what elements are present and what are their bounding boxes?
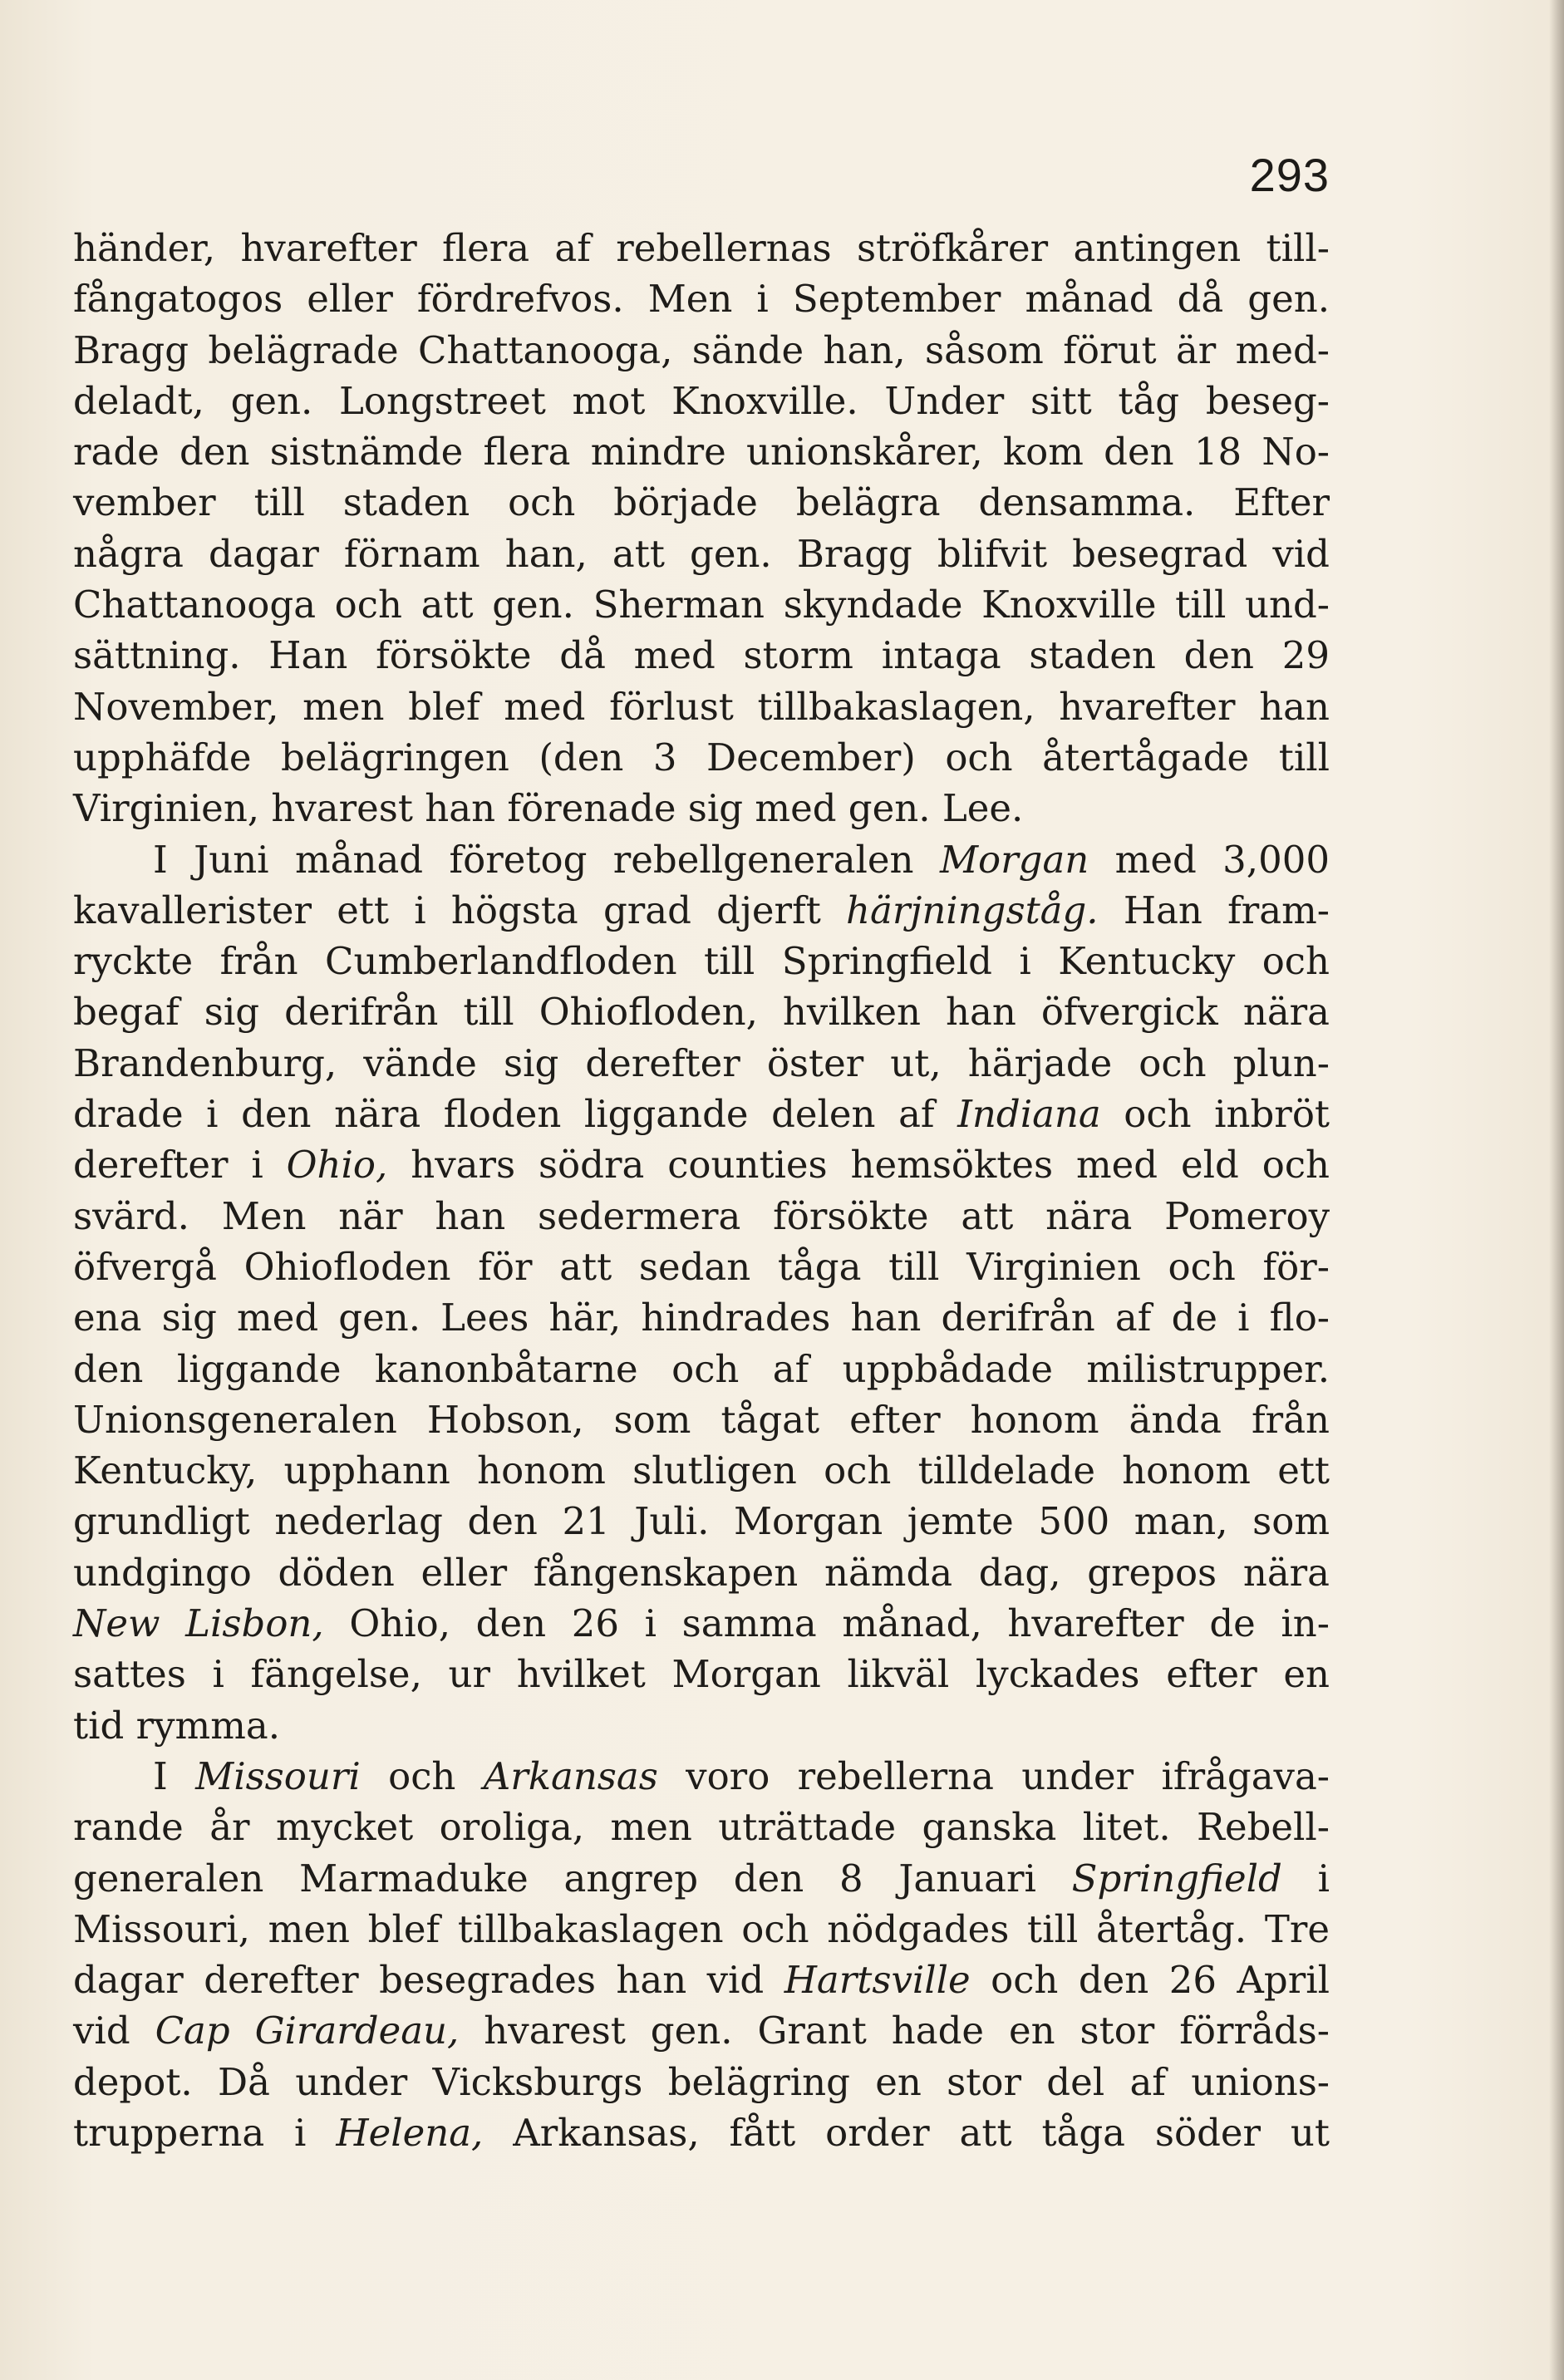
text-segment: undgingo döden eller fångenskapen nämda dag, grepos nära — [73, 1550, 1330, 1595]
text-segment: sättning. Han försökte då med storm intaga staden den 29 — [73, 633, 1330, 678]
text-segment: i — [1281, 1856, 1330, 1901]
text-segment: svärd. Men när han sedermera försökte att nära Pomeroy — [73, 1193, 1330, 1238]
italic-text: New Lisbon, — [73, 1601, 324, 1646]
text-line — [73, 1904, 1330, 1955]
text-line — [73, 681, 1330, 732]
text-segment: drade i den nära floden liggande delen af — [73, 1092, 958, 1137]
text-line — [73, 2107, 1330, 2158]
paragraph — [73, 1751, 1330, 2158]
text-segment: Unionsgeneralen Hobson, som tågat efter honom ända från — [73, 1397, 1330, 1442]
text-line — [73, 986, 1330, 1037]
italic-text: Indiana — [957, 1092, 1101, 1137]
binding-shadow — [1549, 0, 1564, 2380]
text-segment: Brandenburg, vände sig derefter öster ut, härjade och plun- — [73, 1040, 1330, 1085]
text-segment: sattes i fängelse, ur hvilket Morgan likväl lyckades efter en — [73, 1652, 1330, 1697]
text-segment: den liggande kanonbåtarne och af uppbådade milistrupper. — [73, 1346, 1330, 1391]
text-segment: derefter i — [73, 1143, 287, 1188]
italic-text: Cap Girardeau, — [155, 2009, 460, 2053]
text-line — [73, 477, 1330, 528]
text-line — [73, 885, 1330, 936]
text-line — [73, 732, 1330, 783]
text-line — [73, 376, 1330, 426]
text-segment: vember till staden och började belägra densamma. Efter — [73, 480, 1330, 525]
italic-text: Morgan — [939, 837, 1089, 882]
text-line — [73, 2005, 1330, 2056]
text-segment: depot. Då under Vicksburgs belägring en stor del af unions- — [73, 2059, 1330, 2104]
text-line — [73, 936, 1330, 986]
text-line — [73, 1344, 1330, 1394]
text-segment: November, men blef med förlust tillbakaslagen, hvarefter han — [73, 684, 1330, 729]
text-segment: hvars södra counties hemsöktes med eld och — [387, 1143, 1330, 1188]
text-segment: med 3,000 — [1089, 837, 1330, 882]
text-line — [73, 783, 1330, 833]
text-line — [73, 273, 1330, 324]
text-line — [73, 1802, 1330, 1852]
text-segment: ena sig med gen. Lees här, hindrades han derifrån af de i flo- — [73, 1296, 1330, 1340]
text-segment: och — [360, 1753, 484, 1798]
paragraph — [73, 834, 1330, 1751]
italic-text: Helena, — [336, 2110, 484, 2155]
text-line — [73, 529, 1330, 579]
text-line — [73, 1089, 1330, 1139]
text-line — [73, 426, 1330, 477]
text-line — [73, 834, 1330, 885]
text-segment: voro rebellerna under ifrågava- — [657, 1753, 1330, 1798]
text-line — [73, 1292, 1330, 1343]
text-line — [73, 1547, 1330, 1598]
page-number: 293 — [1249, 149, 1330, 201]
text-line — [73, 1496, 1330, 1547]
text-segment: Virginien, hvarest han förenade sig med gen. Lee. — [73, 786, 1024, 831]
text-segment: Ohio, den 26 i samma månad, hvarefter de in- — [323, 1601, 1330, 1646]
text-segment: kavallerister ett i högsta grad djerft — [73, 888, 847, 932]
text-segment: Arkansas, fått order att tåga söder ut — [483, 2110, 1330, 2155]
text-line — [73, 1598, 1330, 1649]
italic-text: Ohio, — [286, 1143, 388, 1188]
text-line — [73, 630, 1330, 681]
text-segment: Chattanooga och att gen. Sherman skyndade Knoxville till und- — [73, 583, 1330, 627]
text-segment: rande år mycket oroliga, men uträttade ganska litet. Rebell- — [73, 1805, 1330, 1850]
text-segment: I — [153, 1753, 196, 1798]
text-segment: upphäfde belägringen (den 3 December) och återtågade till — [73, 735, 1330, 779]
text-segment: rade den sistnämde flera mindre unionskårer, kom den 18 No- — [73, 430, 1330, 475]
text-segment: Kentucky, upphann honom slutligen och tilldelade honom ett — [73, 1448, 1330, 1493]
text-segment: några dagar förnam han, att gen. Bragg blifvit besegrad vid — [73, 531, 1330, 576]
text-segment: fångatogos eller fördrefvos. Men i September månad då gen. — [73, 277, 1330, 322]
italic-text: Arkansas — [483, 1753, 658, 1798]
text-line — [73, 1038, 1330, 1089]
text-segment: dagar derefter besegrades han vid — [73, 1958, 784, 2003]
text-line — [73, 1445, 1330, 1496]
text-segment: begaf sig derifrån till Ohiofloden, hvilken han öfvergick nära — [73, 990, 1330, 1035]
text-segment: tid rymma. — [73, 1703, 280, 1748]
text-segment: Bragg belägrade Chattanooga, sände han, såsom förut är med- — [73, 327, 1330, 372]
text-line — [73, 1751, 1330, 1802]
italic-text: Hartsville — [784, 1958, 971, 2003]
text-segment: hvarest gen. Grant hade en stor förråds- — [459, 2009, 1330, 2053]
text-segment: händer, hvarefter flera af rebellernas ströfkårer antingen till- — [73, 226, 1330, 270]
text-segment: Missouri, men blef tillbakaslagen och nödgades till återtåg. Tre — [73, 1906, 1330, 1951]
text-line — [73, 223, 1330, 273]
text-line — [73, 1649, 1330, 1699]
text-line — [73, 1394, 1330, 1445]
paragraph — [73, 223, 1330, 834]
text-segment: Han fram- — [1098, 888, 1330, 932]
text-segment: trupperna i — [73, 2110, 337, 2155]
text-line — [73, 579, 1330, 630]
text-line — [73, 2057, 1330, 2107]
text-segment: I Juni månad företog rebellgeneralen — [153, 837, 940, 882]
text-segment: ryckte från Cumberlandfloden till Springfield i Kentucky och — [73, 939, 1330, 984]
text-line — [73, 1139, 1330, 1190]
text-line — [73, 1242, 1330, 1292]
text-segment: deladt, gen. Longstreet mot Knoxville. Under sitt tåg beseg- — [73, 378, 1330, 423]
text-segment: generalen Marmaduke angrep den 8 Januari — [73, 1856, 1072, 1901]
text-segment: öfvergå Ohiofloden för att sedan tåga till Virginien och för- — [73, 1244, 1330, 1289]
text-segment: grundligt nederlag den 21 Juli. Morgan jemte 500 man, som — [73, 1499, 1330, 1544]
text-line — [73, 1853, 1330, 1904]
text-segment: och inbröt — [1100, 1092, 1330, 1137]
italic-text: Missouri — [195, 1753, 361, 1798]
text-line — [73, 1700, 1330, 1751]
text-segment: och den 26 April — [970, 1958, 1330, 2003]
text-line — [73, 1955, 1330, 2005]
italic-text: Springfield — [1071, 1856, 1282, 1901]
italic-text: härjningståg. — [846, 888, 1099, 932]
text-segment: vid — [73, 2009, 155, 2053]
body-text — [73, 223, 1330, 2158]
text-line — [73, 1191, 1330, 1242]
text-line — [73, 325, 1330, 376]
